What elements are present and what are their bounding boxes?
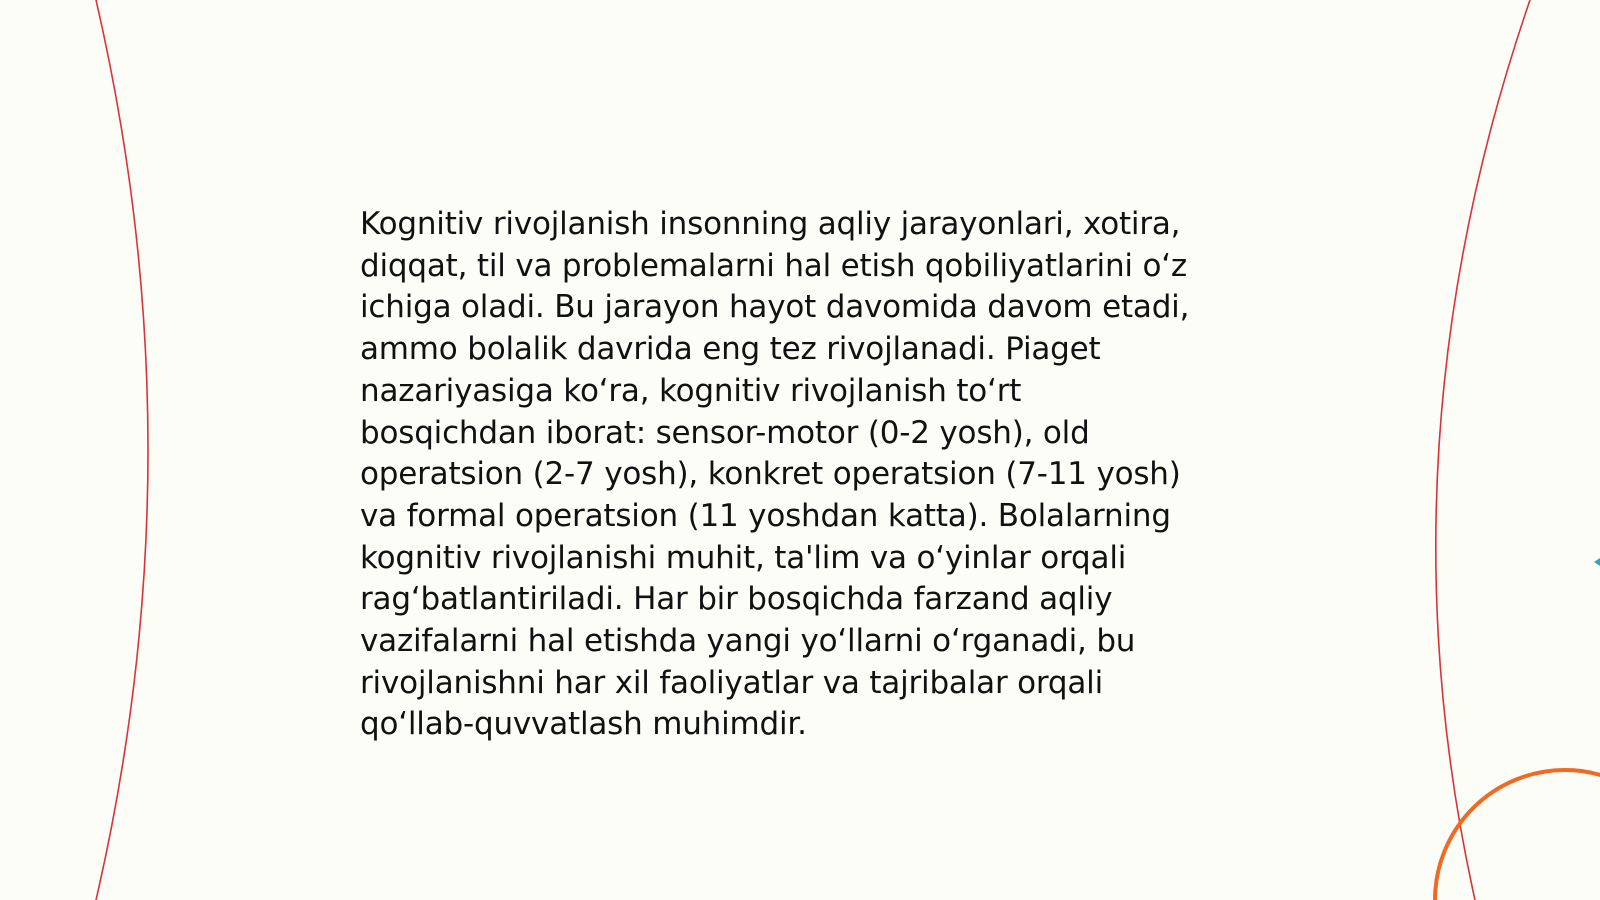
teal-accent-mark	[1594, 558, 1600, 566]
right-red-curve	[1436, 0, 1530, 900]
orange-circle-outline	[1435, 770, 1600, 900]
left-red-curve	[96, 0, 148, 900]
slide-body-text: Kognitiv rivojlanish insonning aqliy jarayonlari, xotira, diqqat, til va problemalarni hal etish qobiliyatlarini oʻz ichiga oladi. Bu jarayon hayot davomida davom etadi, ammo bolalik davrida eng tez rivojlanadi. Piaget nazariyasiga koʻra, kognitiv rivojlanish toʻrt bosqichdan iborat: sensor-motor (0-2 yosh), old operatsion (2-7 yosh), konkret operatsion (7-11 yosh) va formal operatsion (11 yoshdan katta). Bolalarning kognitiv rivojlanishi muhit, ta'lim va oʻyinlar orqali ragʻbatlantiriladi. Har bir bosqichda farzand aqliy vazifalarni hal etishda yangi yoʻllarni oʻrganadi, bu rivojlanishni har xil faoliyatlar va tajribalar orqali qoʻllab-quvvatlash muhimdir.	[360, 206, 1190, 743]
